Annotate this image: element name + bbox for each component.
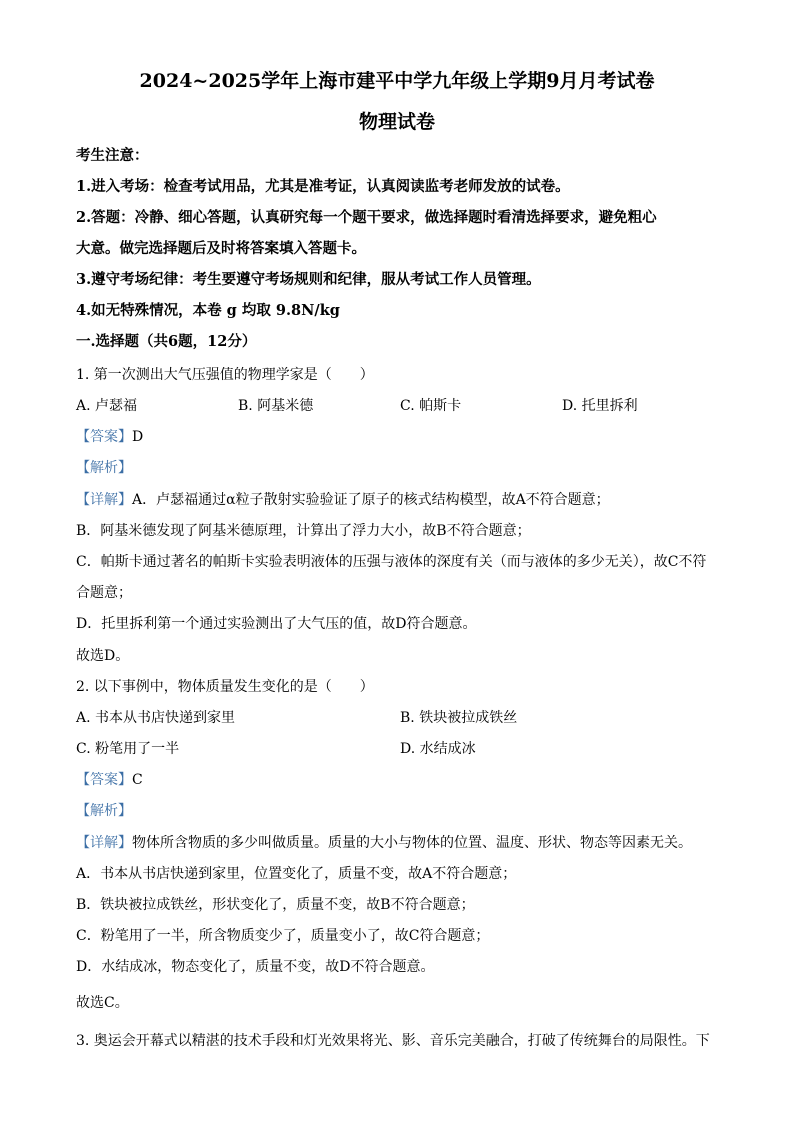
notice-item-2b: 大意。做完选择题后及时将答案填入答题卡。: [76, 240, 366, 257]
q2-option-a: A. 书本从书店快递到家里: [76, 710, 236, 726]
exam-title: 2024~2025学年上海市建平中学九年级上学期9月月考试卷: [139, 70, 655, 92]
q1-conclusion: 故选D。: [76, 648, 130, 664]
notice-item-3: 3.遵守考场纪律：考生要遵守考场规则和纪律，服从考试工作人员管理。: [76, 271, 541, 288]
q2-answer: C: [132, 772, 143, 788]
q1-option-b: B. 阿基米德: [238, 398, 314, 414]
notice-item-2a: 2.答题：冷静、细心答题，认真研究每一个题干要求，做选择题时看清选择要求，避免粗心: [76, 209, 657, 226]
q1-answer-line: [76, 427, 143, 447]
q2-analysis-tag: 【解析】: [76, 803, 132, 819]
q2-detail-b: B．铁块被拉成铁丝，形状变化了，质量不变，故B不符合题意；: [76, 897, 475, 913]
notice-heading: 考生注意：: [76, 147, 149, 164]
q2-detail-a: A．书本从书店快递到家里，位置变化了，质量不变，故A不符合题意；: [76, 866, 517, 882]
q1-answer-tag: 【答案】: [76, 429, 132, 445]
q2-detail-line-1: [76, 833, 692, 853]
q2-conclusion: 故选C。: [76, 995, 129, 1011]
q1-detail-b: B．阿基米德发现了阿基米德原理，计算出了浮力大小，故B不符合题意；: [76, 523, 531, 539]
q2-detail-d: D．水结成冰，物态变化了，质量不变，故D不符合题意。: [76, 959, 435, 975]
q1-option-a: A. 卢瑟福: [76, 398, 138, 414]
q2-detail-c: C．粉笔用了一半，所含物质变少了，质量变小了，故C符合题意；: [76, 928, 490, 944]
q2-detail-tag: 【详解】: [76, 835, 132, 851]
q1-detail-tag: 【详解】: [76, 492, 132, 508]
q2-answer-tag: 【答案】: [76, 772, 132, 788]
exam-subtitle: 物理试卷: [358, 111, 435, 133]
notice-item-1: 1.进入考场：检查考试用品，尤其是准考证，认真阅读监考老师发放的试卷。: [76, 178, 570, 195]
q1-answer: D: [132, 429, 144, 445]
q1-detail-a: A．卢瑟福通过α粒子散射实验验证了原子的核式结构模型，故A不符合题意；: [132, 492, 610, 508]
q1-analysis-tag: 【解析】: [76, 460, 132, 476]
q1-option-d: D. 托里拆利: [562, 398, 638, 414]
q1-detail-c-cont: 合题意；: [76, 585, 132, 601]
q1-detail-d: D．托里拆利第一个通过实验测出了大气压的值，故D符合题意。: [76, 616, 477, 632]
notice-item-4: 4.如无特殊情况，本卷 g 均取 9.8N/kg: [76, 302, 340, 319]
q1-stem: 1. 第一次测出大气压强值的物理学家是（ ）: [76, 367, 374, 383]
q2-option-b: B. 铁块被拉成铁丝: [400, 710, 518, 726]
q1-detail-c: C．帕斯卡通过著名的帕斯卡实验表明液体的压强与液体的深度有关（而与液体的多少无关），故C不符: [76, 554, 707, 570]
q1-option-c: C. 帕斯卡: [400, 398, 462, 414]
q2-stem: 2. 以下事例中，物体质量发生变化的是（ ）: [76, 679, 374, 695]
q2-detail-intro: 物体所含物质的多少叫做质量。质量的大小与物体的位置、温度、形状、物态等因素无关。: [132, 835, 692, 851]
q3-stem: 3. 奥运会开幕式以精湛的技术手段和灯光效果将光、影、音乐完美融合，打破了传统舞台的局限性。下: [76, 1033, 710, 1049]
section-heading: 一.选择题（共6题，12分）: [76, 333, 257, 350]
q1-detail-line-1: [76, 490, 610, 510]
q2-option-c: C. 粉笔用了一半: [76, 741, 180, 757]
q2-answer-line: [76, 770, 143, 790]
q2-option-d: D. 水结成冰: [400, 741, 476, 757]
